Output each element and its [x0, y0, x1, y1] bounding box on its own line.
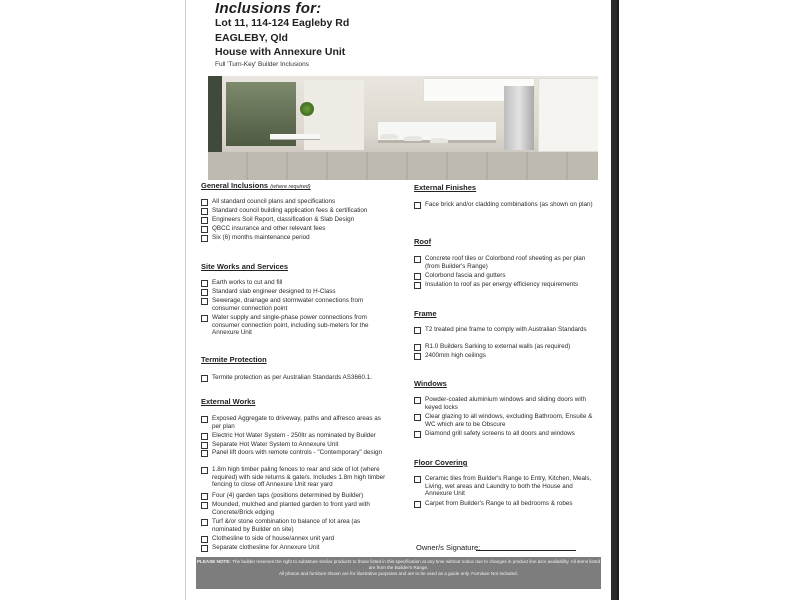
checkbox-icon	[201, 433, 208, 440]
list-item: Carpet from Builder's Range to all bedrooms & robes	[414, 500, 599, 508]
document-subtitle: Full 'Turn-Key' Builder Inclusions	[215, 61, 309, 68]
section-title-roof: Roof	[414, 237, 432, 246]
list-item: T2 treated pine frame to comply with Australian Standards	[414, 326, 594, 334]
checkbox-icon	[414, 476, 421, 483]
footer-disclaimer	[196, 557, 601, 589]
footer-note: PLEASE NOTE: The builder reserves the right to substitute similar products to those listed in this specification at any time without notice due to changes in product line &/or availability. All items listed are from the Builder's Range.	[196, 559, 600, 570]
list-item: Concrete roof tiles or Colorbond roof sheeting as per plan (from Builder's Range)	[414, 255, 594, 270]
checkbox-icon	[201, 226, 208, 233]
list-item: Termite protection as per Australian Standards AS3660.1.	[201, 374, 396, 382]
list-item: Diamond grill safety screens to all doors and windows	[414, 430, 599, 438]
section-title-windows: Windows	[414, 379, 447, 388]
checkbox-icon	[201, 235, 208, 242]
checkbox-icon	[201, 375, 208, 382]
list-item: Separate Hot Water System to Annexure Unit	[201, 441, 391, 449]
section-title-general: General Inclusions (where required)	[201, 181, 311, 190]
checkbox-icon	[201, 289, 208, 296]
inclusions-document	[186, 0, 617, 600]
checkbox-icon	[414, 431, 421, 438]
checkbox-icon	[201, 519, 208, 526]
list-item: Four (4) garden taps (positions determined by Builder)	[201, 492, 391, 500]
checkbox-icon	[414, 501, 421, 508]
checkbox-icon	[201, 536, 208, 543]
suburb: EAGLEBY, Qld	[215, 32, 288, 44]
checkbox-icon	[201, 442, 208, 449]
checkbox-icon	[201, 315, 208, 322]
checkbox-icon	[201, 280, 208, 287]
checkbox-icon	[201, 208, 208, 215]
owner-signature-label: Owner/s Signature:	[416, 543, 481, 552]
list-item: Engineers Soil Report, classification & Slab Design	[201, 216, 401, 224]
footer-photo-note: All photos and furniture shown are for illustrative purposes and are to be used as a guide only. Furniture Not Included.	[279, 571, 518, 576]
list-item: Earth works to cut and fill	[201, 279, 383, 287]
list-item: Colorbond fascia and gutters	[414, 272, 594, 280]
signature-line	[476, 550, 576, 551]
list-item: Ceramic tiles from Builder's Range to Entry, Kitchen, Meals, Living, wet areas and Laundry to both the House and Annexure Unit	[414, 475, 594, 498]
list-item: Panel lift doors with remote controls - "Contemporary" design	[201, 449, 391, 457]
checkbox-icon	[201, 467, 208, 474]
list-item: Water supply and single-phase power connections from consumer connection point, including sub-meters for the Annexure Unit	[201, 314, 383, 337]
list-item: Insulation to roof as per energy efficiency requirements	[414, 281, 599, 289]
checkbox-icon	[414, 256, 421, 263]
section-title-frame: Frame	[414, 309, 437, 318]
list-item: Powder-coated aluminium windows and sliding doors with keyed locks	[414, 396, 594, 411]
list-item: 1.8m high timber paling fences to rear and side of lot (where required) with side returns & gate/s. Includes 1.8m high timber fencing to close off Annexure Unit rear yard	[201, 466, 391, 489]
list-item: Sewerage, drainage and stormwater connections from consumer connection point	[201, 297, 383, 312]
list-item: Clear glazing to all windows, excluding Bathroom, Ensuite & WC which are to be Obscure	[414, 413, 594, 428]
checkbox-icon	[414, 282, 421, 289]
checkbox-icon	[414, 202, 421, 209]
checkbox-icon	[414, 397, 421, 404]
document-title: Inclusions for:	[215, 0, 322, 17]
checkbox-icon	[201, 493, 208, 500]
list-item: All standard council plans and specifications	[201, 198, 401, 206]
checkbox-icon	[414, 327, 421, 334]
lot-address: Lot 11, 114-124 Eagleby Rd	[215, 17, 350, 29]
checkbox-icon	[414, 273, 421, 280]
kitchen-photo	[208, 76, 598, 180]
list-item: Standard slab engineer designed to H-Class	[201, 288, 383, 296]
list-item: Turf &/or stone combination to balance of lot area (as nominated by Builder on site)	[201, 518, 391, 533]
document-header	[186, 0, 611, 72]
list-item: Mounded, mulched and planted garden to front yard with Concrete/Brick edging	[201, 501, 391, 516]
checkbox-icon	[201, 502, 208, 509]
checkbox-icon	[201, 545, 208, 552]
section-title-external-works: External Works	[201, 397, 256, 406]
checkbox-icon	[201, 217, 208, 224]
list-item: Exposed Aggregate to driveway, paths and alfresco areas as per plan	[201, 415, 391, 430]
house-type: House with Annexure Unit	[215, 46, 346, 58]
list-item: Standard council building application fees & certification	[201, 207, 401, 215]
list-item: Clothesline to side of house/annex unit yard	[201, 535, 391, 543]
list-item: Separate clothesline for Annexure Unit	[201, 544, 391, 552]
checkbox-icon	[414, 414, 421, 421]
section-title-floor-covering: Floor Covering	[414, 458, 468, 467]
list-item: Six (6) months maintenance period	[201, 234, 401, 242]
section-title-external-finishes: External Finishes	[414, 183, 477, 192]
checkbox-icon	[414, 353, 421, 360]
list-item: R1.0 Builders Sarking to external walls (as required)	[414, 343, 594, 351]
list-item: Electric Hot Water System - 250ltr as nominated by Builder	[201, 432, 391, 440]
checkbox-icon	[201, 450, 208, 457]
checkbox-icon	[414, 344, 421, 351]
checkbox-icon	[201, 416, 208, 423]
list-item: Face brick and/or cladding combinations (as shown on plan)	[414, 201, 594, 209]
list-item: 2400mm high ceilings	[414, 352, 594, 360]
checkbox-icon	[201, 298, 208, 305]
section-title-termite: Termite Protection	[201, 355, 267, 364]
list-item: QBCC insurance and other relevant fees	[201, 225, 401, 233]
section-title-site-works: Site Works and Services	[201, 262, 288, 271]
checkbox-icon	[201, 199, 208, 206]
